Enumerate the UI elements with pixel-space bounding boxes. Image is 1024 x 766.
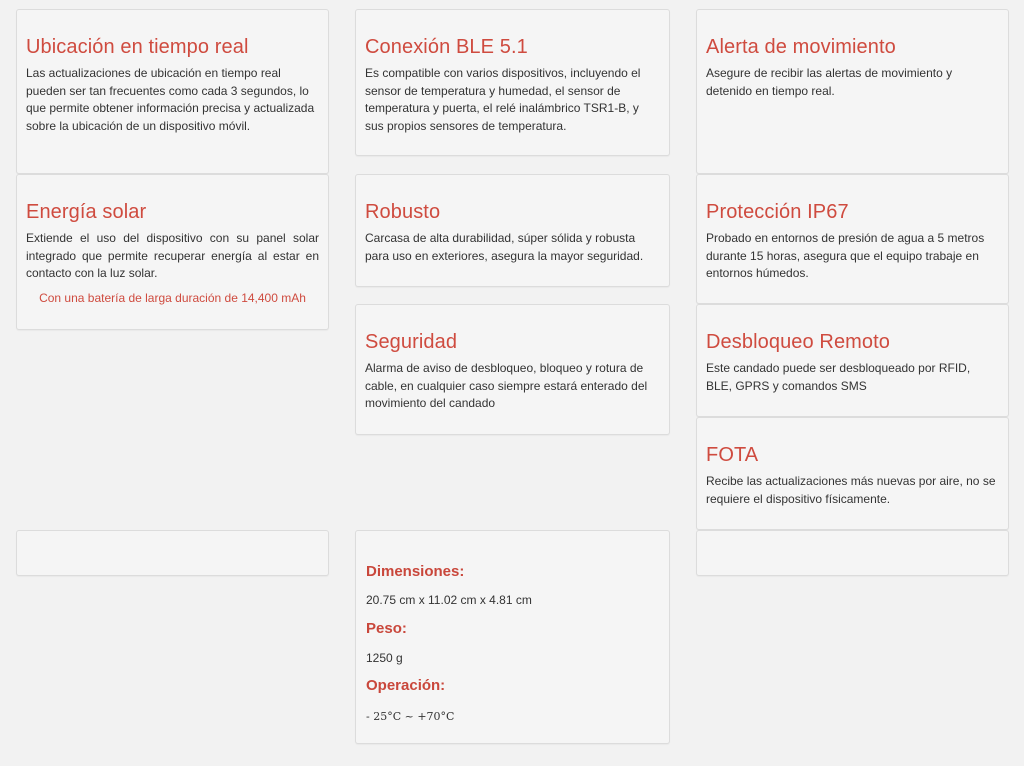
- feature-title: Energía solar: [26, 201, 147, 223]
- feature-card-seguridad: [355, 304, 670, 435]
- peso-label: Peso:: [366, 620, 407, 637]
- feature-title: Protección IP67: [706, 201, 849, 223]
- feature-card-ubicacion: [16, 9, 329, 174]
- feature-description: Carcasa de alta durabilidad, súper sólida y robusta para uso en exteriores, asegura la mayor seguridad.: [365, 231, 644, 263]
- specs-card: [355, 530, 670, 744]
- empty-card-right: [696, 530, 1009, 576]
- empty-card-left: [16, 530, 329, 576]
- feature-description: Recibe las actualizaciones más nuevas por aire, no se requiere el dispositivo físicamente.: [706, 474, 996, 506]
- peso-value: 1250 g: [366, 651, 403, 665]
- feature-title: FOTA: [706, 444, 759, 466]
- feature-card-fota: [696, 417, 1009, 530]
- feature-description: Es compatible con varios dispositivos, incluyendo el sensor de temperatura y humedad, el sensor de temperatura y puerta, el relé inalámbrico TSR1-B, y sus propios sensores de temperatura.: [365, 66, 641, 133]
- feature-card-robusto: [355, 174, 670, 287]
- feature-card-ble: [355, 9, 670, 156]
- feature-title: Ubicación en tiempo real: [26, 36, 249, 58]
- feature-description: Asegure de recibir las alertas de movimiento y detenido en tiempo real.: [706, 66, 953, 98]
- feature-title: Alerta de movimiento: [706, 36, 896, 58]
- feature-description: Alarma de aviso de desbloqueo, bloqueo y rotura de cable, en cualquier caso siempre estará enterado del movimiento del candado: [365, 361, 648, 411]
- battery-note: Con una batería de larga duración de 14,400 mAh: [39, 290, 306, 305]
- dimensiones-value: 20.75 cm x 11.02 cm x 4.81 cm: [366, 593, 532, 607]
- feature-description: Las actualizaciones de ubicación en tiempo real pueden ser tan frecuentes como cada 3 segundos, lo que permite obtener información precisa y actualizada sobre la ubicación de un dispositivo móvil.: [26, 66, 315, 133]
- feature-title: Seguridad: [365, 331, 458, 353]
- feature-title: Robusto: [365, 201, 441, 223]
- feature-description: Probado en entornos de presión de agua a 5 metros durante 15 horas, asegura que el equipo trabaje en entornos húmedos.: [706, 231, 985, 281]
- operacion-label: Operación:: [366, 677, 446, 694]
- feature-description: Extiende el uso del dispositivo con su panel solar integrado que permite recuperar energía al estar en contacto con la luz solar.: [26, 231, 319, 281]
- feature-title: Conexión BLE 5.1: [365, 36, 528, 58]
- feature-card-solar: [16, 174, 329, 330]
- operacion-value: - 25°C ~ +70°C: [366, 710, 455, 723]
- feature-description: Este candado puede ser desbloqueado por RFID, BLE, GPRS y comandos SMS: [706, 361, 971, 393]
- dimensiones-label: Dimensiones:: [366, 563, 465, 580]
- feature-card-alerta: [696, 9, 1009, 174]
- feature-title: Desbloqueo Remoto: [706, 331, 891, 353]
- feature-card-remoto: [696, 304, 1009, 417]
- feature-card-ip67: [696, 174, 1009, 304]
